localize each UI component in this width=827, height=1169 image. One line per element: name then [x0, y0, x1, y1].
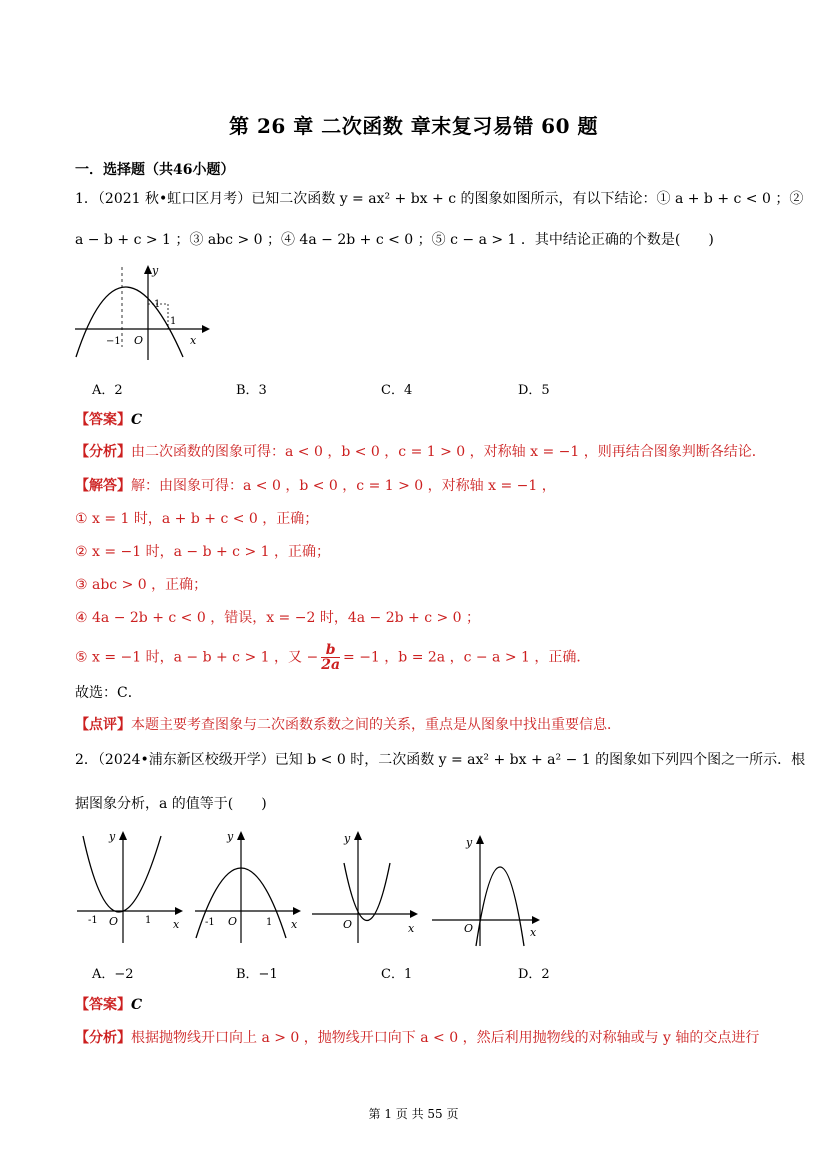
- q1-step5-part-b: = −1 ，b = 2a ，c − a > 1 ，正确．: [343, 649, 591, 666]
- q1-comment-text: 本题主要考查图象与二次函数系数之间的关系，重点是从图象中找出重要信息．: [131, 717, 621, 733]
- q1-analysis: [75, 443, 766, 461]
- q2-analysis-text: 根据抛物线开口向上 a > 0 ，抛物线开口向下 a < 0 ，然后利用抛物线的对称轴或与 y 轴的交点进行: [131, 1030, 760, 1046]
- q1-step5-fraction: [321, 643, 340, 672]
- q2-option-b: B．−1: [236, 967, 278, 982]
- q2d-label-y: y: [466, 836, 473, 849]
- q1-choose: 故选：C．: [75, 685, 142, 701]
- q2-graph-d: [430, 828, 545, 948]
- q2-graph-a: [75, 828, 185, 948]
- q1-label-x: x: [190, 334, 197, 347]
- q1-answer: [75, 411, 142, 429]
- q1-label-y: y: [152, 264, 159, 277]
- q2c-label-x: x: [408, 922, 415, 935]
- q2a-label-p1: 1: [145, 915, 152, 926]
- q1-step-4: ④ 4a − 2b + c < 0 ，错误，x = −2 时，4a − 2b + c > 0 ；: [75, 610, 481, 626]
- q1-option-a: A．2: [92, 383, 123, 398]
- q1-comment-tag: 【点评】: [75, 717, 131, 733]
- page-title: 第 26 章 二次函数 章末复习易错 60 题: [229, 114, 598, 138]
- q1-step-2: ② x = −1 时，a − b + c > 1 ，正确；: [75, 544, 331, 560]
- q1-solution: [75, 477, 556, 495]
- q2b-label-o: O: [228, 915, 238, 928]
- q2-analysis-tag: 【分析】: [75, 1030, 131, 1046]
- q2-option-d: D．2: [518, 967, 550, 982]
- q2b-label-y: y: [227, 830, 234, 843]
- q1-analysis-tag: 【分析】: [75, 444, 131, 460]
- q1-stem-line2: a − b + c > 1 ；③ abc > 0 ；④ 4a − 2b + c < 0 ；⑤ c − a > 1 ．其中结论正确的个数是( ): [75, 232, 714, 248]
- q2a-label-x: x: [173, 918, 180, 931]
- q2b-label-m1: -1: [205, 917, 215, 928]
- q2d-label-o: O: [464, 922, 474, 935]
- q1-step-3: ③ abc > 0 ，正确；: [75, 577, 208, 593]
- q2a-label-m1: -1: [88, 915, 98, 926]
- q2-answer-value: C: [131, 997, 143, 1013]
- q1-answer-value: C: [131, 412, 143, 428]
- q1-solution-tag: 【解答】: [75, 478, 131, 494]
- q1-parabola-graph: [70, 262, 210, 362]
- section-heading: 一．选择题（共46小题）: [75, 162, 235, 178]
- q2-stem-line2: 据图象分析，a 的值等于( ): [75, 796, 267, 812]
- q1-x-arrow: [202, 325, 210, 333]
- q1-step5-part-a: ⑤ x = −1 时，a − b + c > 1 ，又 −: [75, 649, 319, 666]
- q1-step-1: ① x = 1 时，a + b + c < 0 ，正确；: [75, 511, 319, 527]
- q2-stem-line1: 2．（2024•浦东新区校级开学）已知 b < 0 时，二次函数 y = ax² + bx + a² − 1 的图象如下列四个图之一所示．根: [75, 752, 806, 768]
- q1-answer-tag: 【答案】: [75, 412, 131, 428]
- q1-option-c: C．4: [381, 383, 413, 398]
- q1-analysis-text: 由二次函数的图象可得：a < 0 ，b < 0 ，c = 1 > 0 ，对称轴 x = −1 ，则再结合图象判断各结论．: [131, 444, 766, 460]
- q1-y-arrow: [144, 265, 152, 274]
- q1-solution-text: 解：由图象可得：a < 0 ，b < 0 ，c = 1 > 0 ，对称轴 x = −1 ，: [131, 478, 556, 494]
- q2b-label-p1: 1: [266, 917, 273, 928]
- q2c-label-y: y: [344, 832, 351, 845]
- q2-analysis: [75, 1029, 759, 1047]
- q1-step-5: [75, 643, 590, 672]
- q1-label-neg1: −1: [106, 336, 121, 347]
- q1-step5-numerator: b: [321, 643, 340, 658]
- q1-option-b: B．3: [236, 383, 267, 398]
- q2-graph-b: [193, 828, 303, 948]
- q2a-label-o: O: [109, 915, 119, 928]
- q2-option-a: A．−2: [92, 967, 134, 982]
- q2-option-c: C．1: [381, 967, 413, 982]
- q1-stem-line1: 1．（2021 秋•虹口区月考）已知二次函数 y = ax² + bx + c 的图象如图所示，有以下结论：① a + b + c < 0 ；②: [75, 191, 804, 207]
- q2d-label-x: x: [530, 926, 537, 939]
- q2-answer: [75, 996, 142, 1014]
- q1-parabola: [76, 287, 183, 357]
- q2a-label-y: y: [109, 830, 116, 843]
- page-footer: 第 1 页 共 55 页: [368, 1107, 459, 1121]
- q1-label-1b: 1: [170, 316, 177, 327]
- q1-step5-denominator: 2a: [321, 657, 341, 673]
- q1-comment: [75, 716, 621, 734]
- q1-option-d: D．5: [518, 383, 550, 398]
- q2b-label-x: x: [291, 918, 298, 931]
- q1-label-1a: 1: [154, 299, 161, 310]
- q2-graph-c: [310, 828, 420, 948]
- q2c-label-o: O: [343, 918, 353, 931]
- q1-label-o: O: [134, 334, 144, 347]
- q2-answer-tag: 【答案】: [75, 997, 131, 1013]
